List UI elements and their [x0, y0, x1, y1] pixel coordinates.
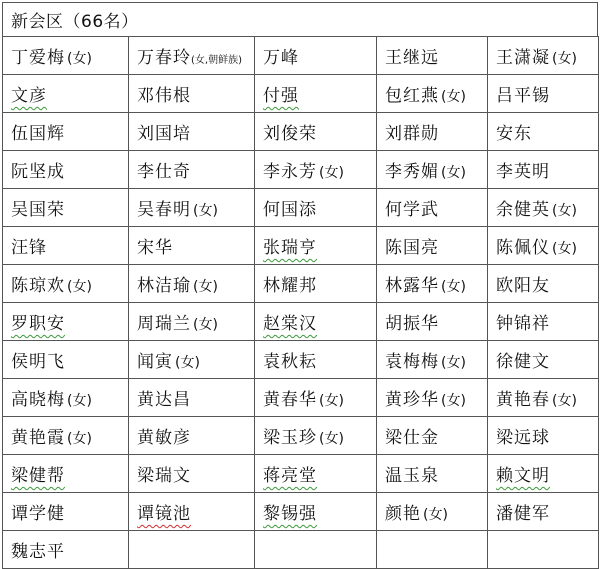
name-cell	[488, 151, 599, 189]
person-name: 梁瑞文	[137, 466, 191, 486]
person-name: 安东	[496, 124, 532, 144]
name-cell	[488, 417, 599, 455]
person-name: 谭学健	[11, 504, 65, 524]
name-cell	[377, 341, 488, 379]
person-name: 万峰	[263, 48, 299, 68]
person-name: 吴春明	[137, 200, 191, 220]
name-cell	[129, 379, 255, 417]
person-name: 阮坚成	[11, 162, 65, 182]
gender-note: (女)	[552, 241, 577, 257]
person-name: 付强	[263, 86, 299, 106]
person-name: 刘国培	[137, 124, 191, 144]
gender-note: (女,朝鲜族)	[191, 55, 242, 66]
person-name: 何学武	[385, 200, 439, 220]
name-cell	[255, 265, 377, 303]
person-name: 潘健军	[496, 504, 550, 524]
table-row	[3, 37, 599, 75]
name-cell	[129, 151, 255, 189]
name-cell	[129, 265, 255, 303]
gender-note: (女)	[552, 393, 577, 409]
name-cell	[488, 37, 599, 75]
person-name: 周瑞兰	[137, 314, 191, 334]
gender-note: (女)	[193, 317, 218, 333]
gender-note: (女)	[175, 355, 200, 371]
person-name: 黄珍华	[385, 390, 439, 410]
table-row	[3, 341, 599, 379]
person-name: 万春玲	[137, 48, 191, 68]
person-name: 陈琼欢	[11, 276, 65, 296]
name-cell	[255, 113, 377, 151]
person-name: 黄艳霞	[11, 428, 65, 448]
name-cell	[488, 379, 599, 417]
table-row	[3, 265, 599, 303]
person-name: 林洁瑜	[137, 276, 191, 296]
gender-note: (女)	[423, 507, 448, 523]
name-cell	[255, 493, 377, 531]
name-cell	[129, 341, 255, 379]
gender-note: (女)	[441, 89, 466, 105]
gender-note: (女)	[67, 431, 92, 447]
table-row	[3, 417, 599, 455]
name-cell	[255, 189, 377, 227]
name-cell	[129, 455, 255, 493]
person-name: 徐健文	[496, 352, 550, 372]
name-cell	[377, 189, 488, 227]
name-cell	[129, 113, 255, 151]
name-cell	[255, 227, 377, 265]
person-name: 李仕奇	[137, 162, 191, 182]
person-name: 胡振华	[385, 314, 439, 334]
name-cell	[488, 341, 599, 379]
table-row	[3, 531, 599, 569]
names-table	[2, 36, 599, 569]
person-name: 闻寅	[137, 352, 173, 372]
name-cell	[3, 417, 129, 455]
person-name: 刘俊荣	[263, 124, 317, 144]
person-name: 吕平锡	[496, 86, 550, 106]
name-cell	[3, 227, 129, 265]
name-cell	[129, 417, 255, 455]
table-row	[3, 151, 599, 189]
gender-note: (女)	[441, 165, 466, 181]
person-name: 梁远球	[496, 428, 550, 448]
name-cell	[377, 227, 488, 265]
name-cell	[3, 493, 129, 531]
section-header	[2, 2, 598, 37]
person-name: 李秀媚	[385, 162, 439, 182]
person-name: 王潇凝	[496, 48, 550, 68]
name-cell	[488, 75, 599, 113]
name-cell	[3, 151, 129, 189]
name-cell	[377, 493, 488, 531]
table-row	[3, 303, 599, 341]
person-name: 袁秋耘	[263, 352, 317, 372]
person-name: 黄敏彦	[137, 428, 191, 448]
name-cell	[129, 189, 255, 227]
name-cell	[377, 455, 488, 493]
section-title: 新会区（66名）	[11, 12, 139, 32]
name-cell	[488, 531, 599, 569]
gender-note: (女)	[67, 279, 92, 295]
name-cell	[3, 303, 129, 341]
gender-note: (女)	[319, 431, 344, 447]
table-row	[3, 75, 599, 113]
name-cell	[3, 189, 129, 227]
person-name: 梁健帮	[11, 466, 65, 486]
names-table-body	[3, 37, 599, 569]
person-name: 李英明	[496, 162, 550, 182]
name-cell	[3, 455, 129, 493]
name-cell	[129, 37, 255, 75]
gender-note: (女)	[67, 393, 92, 409]
table-row	[3, 113, 599, 151]
person-name: 赖文明	[496, 466, 550, 486]
gender-note: (女)	[441, 393, 466, 409]
person-name: 谭镜池	[137, 504, 191, 524]
person-name: 林露华	[385, 276, 439, 296]
gender-note: (女)	[319, 393, 344, 409]
name-cell	[255, 417, 377, 455]
name-cell	[377, 379, 488, 417]
name-cell	[255, 75, 377, 113]
name-cell	[377, 303, 488, 341]
name-cell	[3, 379, 129, 417]
person-name: 赵棠汉	[263, 314, 317, 334]
name-cell	[377, 37, 488, 75]
person-name: 丁爱梅	[11, 48, 65, 68]
gender-note: (女)	[552, 51, 577, 67]
name-cell	[255, 531, 377, 569]
person-name: 罗职安	[11, 314, 65, 334]
name-cell	[488, 493, 599, 531]
name-cell	[129, 227, 255, 265]
name-cell	[129, 493, 255, 531]
name-cell	[488, 113, 599, 151]
name-cell	[255, 341, 377, 379]
person-name: 宋华	[137, 238, 173, 258]
table-row	[3, 455, 599, 493]
name-cell	[377, 417, 488, 455]
name-cell	[3, 37, 129, 75]
person-name: 颜艳	[385, 504, 421, 524]
name-cell	[488, 227, 599, 265]
person-name: 梁仕金	[385, 428, 439, 448]
person-name: 文彦	[11, 86, 47, 106]
table-row	[3, 379, 599, 417]
table-row	[3, 227, 599, 265]
gender-note: (女)	[319, 165, 344, 181]
name-cell	[377, 265, 488, 303]
person-name: 袁梅梅	[385, 352, 439, 372]
person-name: 陈国亮	[385, 238, 439, 258]
name-cell	[377, 151, 488, 189]
gender-note: (女)	[193, 279, 218, 295]
name-cell	[255, 151, 377, 189]
name-cell	[129, 75, 255, 113]
gender-note: (女)	[441, 279, 466, 295]
name-cell	[488, 265, 599, 303]
name-cell	[129, 303, 255, 341]
name-cell	[488, 189, 599, 227]
person-name: 伍国辉	[11, 124, 65, 144]
name-cell	[3, 75, 129, 113]
gender-note: (女)	[67, 51, 92, 67]
person-name: 余健英	[496, 200, 550, 220]
person-name: 包红燕	[385, 86, 439, 106]
person-name: 钟锦祥	[496, 314, 550, 334]
name-cell	[255, 303, 377, 341]
gender-note: (女)	[193, 203, 218, 219]
person-name: 李永芳	[263, 162, 317, 182]
name-cell	[3, 265, 129, 303]
person-name: 吴国荣	[11, 200, 65, 220]
gender-note: (女)	[441, 355, 466, 371]
name-cell	[129, 531, 255, 569]
person-name: 黄达昌	[137, 390, 191, 410]
table-row	[3, 189, 599, 227]
person-name: 黎锡强	[263, 504, 317, 524]
person-name: 蒋亮堂	[263, 466, 317, 486]
name-cell	[255, 37, 377, 75]
person-name: 陈佩仪	[496, 238, 550, 258]
name-cell	[3, 531, 129, 569]
name-cell	[377, 113, 488, 151]
name-cell	[377, 75, 488, 113]
person-name: 何国添	[263, 200, 317, 220]
name-cell	[255, 455, 377, 493]
name-cell	[377, 531, 488, 569]
person-name: 汪锋	[11, 238, 47, 258]
name-cell	[488, 303, 599, 341]
person-name: 欧阳友	[496, 276, 550, 296]
person-name: 高晓梅	[11, 390, 65, 410]
person-name: 刘群勋	[385, 124, 439, 144]
person-name: 林耀邦	[263, 276, 317, 296]
person-name: 魏志平	[11, 542, 65, 562]
person-name: 张瑞亨	[263, 238, 317, 258]
person-name: 侯明飞	[11, 352, 65, 372]
gender-note: (女)	[552, 203, 577, 219]
table-row	[3, 493, 599, 531]
person-name: 王继远	[385, 48, 439, 68]
person-name: 温玉泉	[385, 466, 439, 486]
name-cell	[488, 455, 599, 493]
name-cell	[255, 379, 377, 417]
person-name: 梁玉珍	[263, 428, 317, 448]
person-name: 黄艳春	[496, 390, 550, 410]
person-name: 黄春华	[263, 390, 317, 410]
name-cell	[3, 341, 129, 379]
person-name: 邓伟根	[137, 86, 191, 106]
name-cell	[3, 113, 129, 151]
